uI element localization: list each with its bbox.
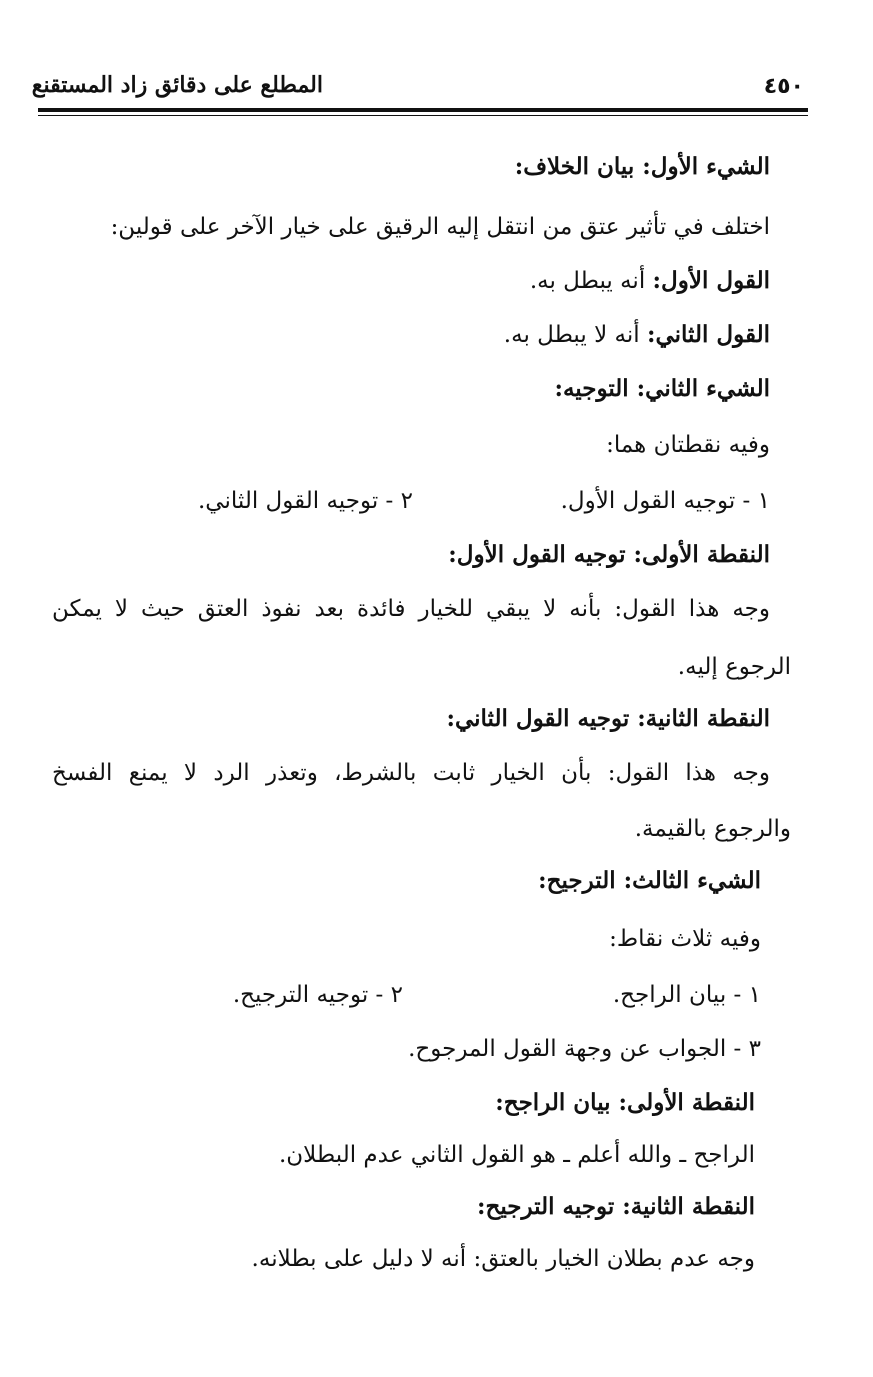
running-header [31, 72, 808, 108]
list-item-t3: ٣ - الجواب عن وجهة القول المرجوح. [408, 1036, 761, 1062]
section-heading-second: الشيء الثاني: التوجيه: [554, 375, 770, 402]
section-heading-third: الشيء الثالث: الترجيح: [538, 867, 761, 894]
list-item-t1: ١ - بيان الراجح. [612, 982, 761, 1008]
page-number: ٤٥٠ [763, 74, 804, 99]
opinion-second [504, 320, 770, 350]
list-item-2: ٢ - توجيه القول الثاني. [197, 488, 413, 514]
section-heading-first: الشيء الأول: بيان الخلاف: [514, 153, 770, 180]
point-second-heading: النقطة الثانية: توجيه القول الثاني: [446, 705, 770, 732]
opinion-second-label: القول الثاني: [646, 321, 770, 348]
point-first-text-line-1: وجه هذا القول: بأنه لا يبقي للخيار فائدة بعد نفوذ العتق حيث لا يمكن [52, 596, 770, 622]
point-t1-text: الراجح ـ والله أعلم ـ هو القول الثاني عدم البطلان. [278, 1142, 755, 1168]
point-t2-heading: النقطة الثانية: توجيه الترجيح: [477, 1193, 755, 1220]
point-second-text-line-2: والرجوع بالقيمة. [634, 816, 791, 842]
header-rule-thick [38, 108, 808, 112]
opinion-second-text: أنه لا يبطل به. [503, 322, 640, 348]
point-t2-text: وجه عدم بطلان الخيار بالعتق: أنه لا دليل على بطلانه. [251, 1246, 755, 1272]
opinion-first [530, 266, 770, 296]
opinion-first-label: القول الأول: [652, 267, 770, 294]
paragraph-dispute: اختلف في تأثير عتق من انتقل إليه الرقيق على خيار الآخر على قولين: [110, 214, 770, 240]
point-first-heading: النقطة الأولى: توجيه القول الأول: [448, 541, 770, 568]
list-item-t2: ٢ - توجيه الترجيح. [232, 982, 403, 1008]
list-item-1: ١ - توجيه القول الأول. [560, 488, 770, 514]
header-rule-thin [38, 115, 808, 116]
point-first-text-line-2: الرجوع إليه. [677, 654, 791, 680]
paragraph-three-points: وفيه ثلاث نقاط: [609, 926, 761, 952]
paragraph-two-points: وفيه نقطتان هما: [606, 432, 770, 458]
point-second-text-line-1: وجه هذا القول: بأن الخيار ثابت بالشرط، وتعذر الرد لا يمنع الفسخ [52, 760, 770, 786]
opinion-first-text: أنه يبطل به. [529, 268, 646, 294]
point-t1-heading: النقطة الأولى: بيان الراجح: [495, 1089, 755, 1116]
book-title: المطلع على دقائق زاد المستقنع [31, 72, 323, 98]
